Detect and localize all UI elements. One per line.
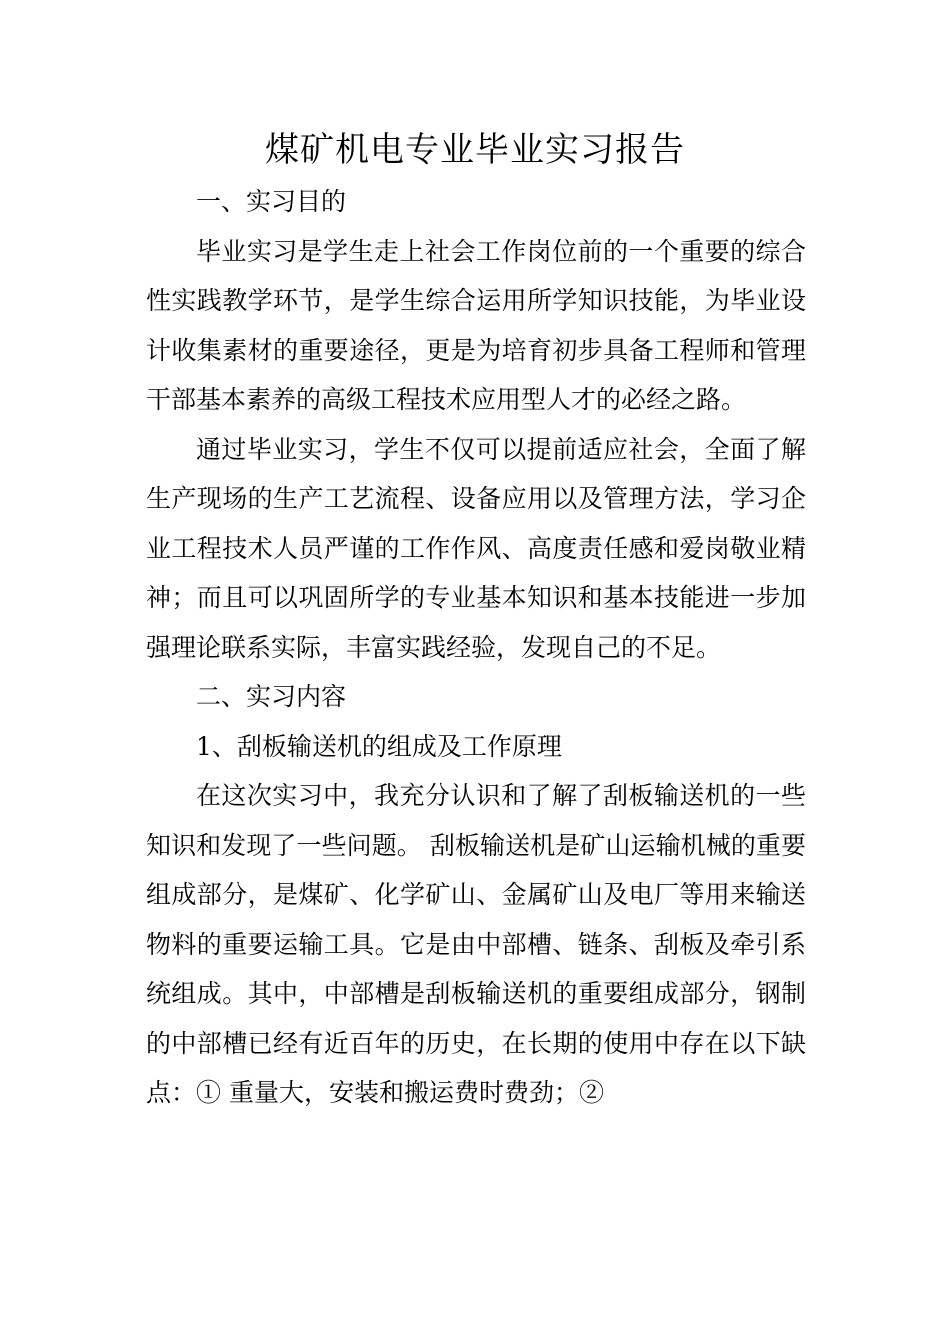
section-heading-content: 二、实习内容: [196, 682, 347, 711]
paragraph-internship-significance: 毕业实习是学生走上社会工作岗位前的一个重要的综合性实践教学环节，是学生综合运用所学知识技能，为毕业设计收集素材的重要途径，更是为培育初步具备工程师和管理干部基本素养的高级工程技术应用型人才的必经之路。: [146, 236, 806, 414]
document-title: 煤矿机电专业毕业实习报告: [265, 130, 685, 170]
document-body: [146, 177, 806, 1118]
paragraph-internship-benefits: 通过毕业实习，学生不仅可以提前适应社会，全面了解生产现场的生产工艺流程、设备应用以及管理方法，学习企业工程技术人员严谨的工作作风、高度责任感和爱岗敬业精神；而且可以巩固所学的专业基本知识和基本技能进一步加强理论联系实际，丰富实践经验，发现自己的不足。: [146, 434, 806, 662]
paragraph-conveyor-description: 在这次实习中，我充分认识和了解了刮板输送机的一些知识和发现了一些问题。 刮板输送机是矿山运输机械的重要组成部分，是煤矿、化学矿山、金属矿山及电厂等用来输送物料的重要运输工具。它是由中部槽、链条、刮板及牵引系统组成。其中，中部槽是刮板输送机的重要组成部分，钢制的中部槽已经有近百年的历史，在长期的使用中存在以下缺点：① 重量大，安装和搬运费时费劲；②: [146, 781, 806, 1107]
subsection-heading-conveyor: 1、刮板输送机的组成及工作原理: [196, 731, 562, 761]
section-heading-purpose: 一、实习目的: [196, 187, 347, 216]
